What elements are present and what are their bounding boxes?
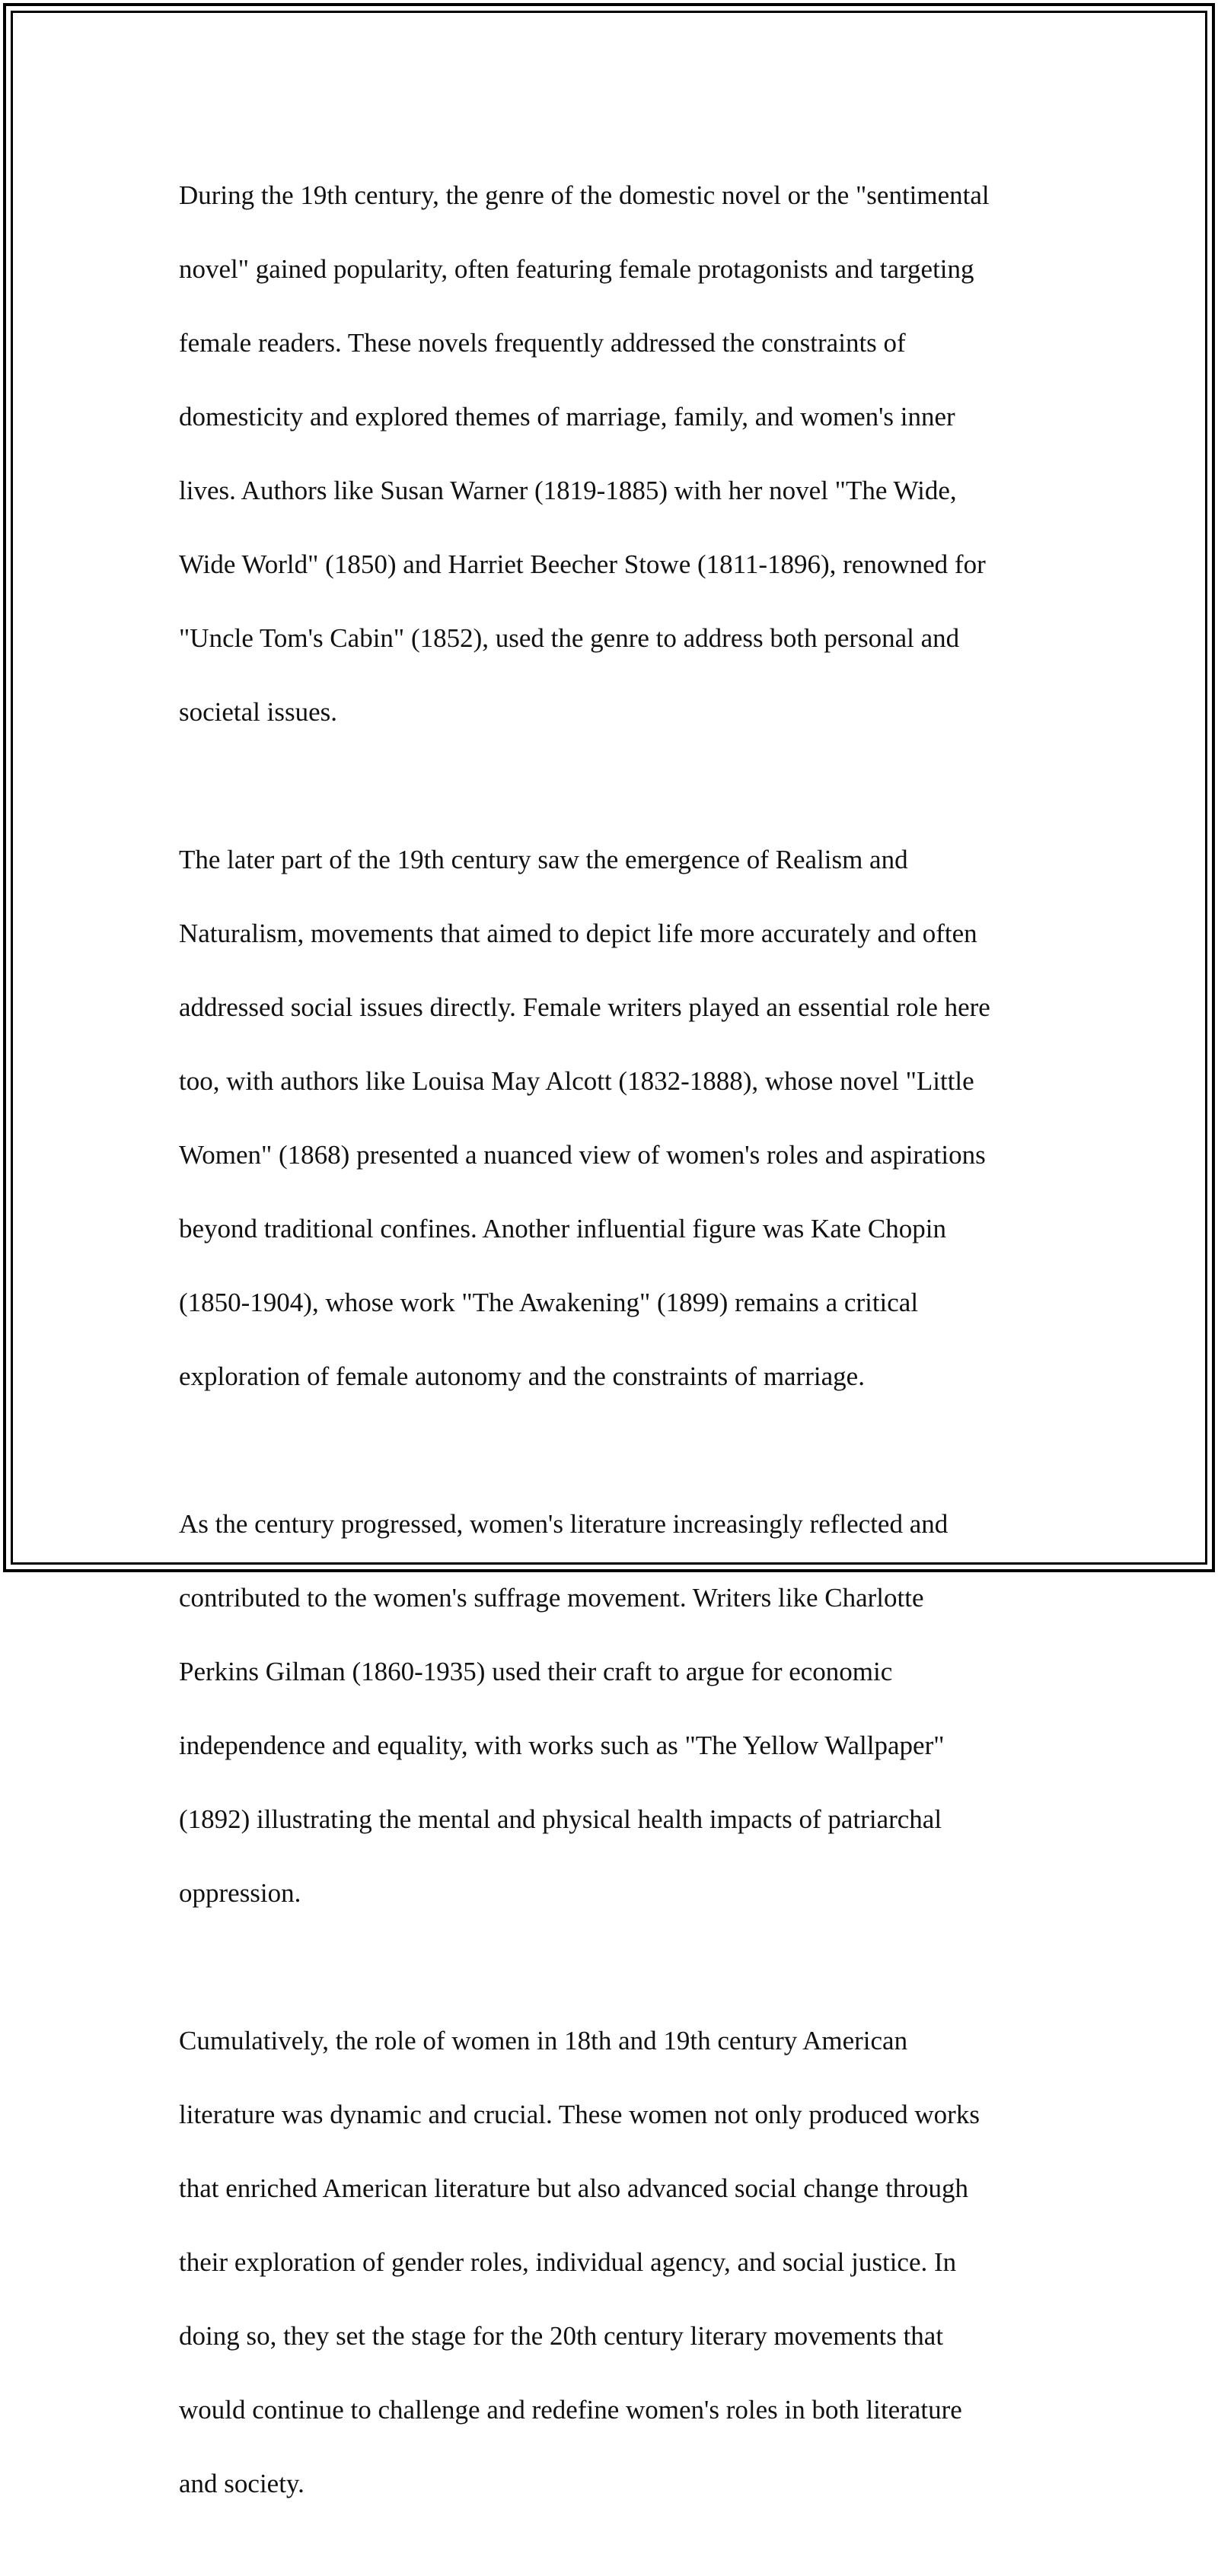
text-line: Naturalism, movements that aimed to depict life more accurately and often: [179, 918, 977, 948]
text-line: addressed social issues directly. Female writers played an essential role here: [179, 992, 990, 1022]
text-line: beyond traditional confines. Another influential figure was Kate Chopin: [179, 1213, 946, 1243]
text-line: and society.: [179, 2468, 304, 2498]
text-line: literature was dynamic and crucial. These women not only produced works: [179, 2099, 980, 2129]
text-line: Wide World" (1850) and Harriet Beecher Stowe (1811-1896), renowned for: [179, 549, 986, 579]
text-line: too, with authors like Louisa May Alcott (1832-1888), whose novel "Little: [179, 1065, 974, 1096]
text-line: As the century progressed, women's literature increasingly reflected and: [179, 1508, 949, 1539]
text-line: novel" gained popularity, often featuring female protagonists and targeting: [179, 253, 974, 284]
paragraph-4: [179, 1985, 1047, 2539]
text-line: societal issues.: [179, 696, 338, 727]
text-line: Perkins Gilman (1860-1935) used their craft to argue for economic: [179, 1656, 893, 1686]
paragraph-2: [179, 804, 1047, 1432]
text-line: female readers. These novels frequently addressed the constraints of: [179, 327, 906, 358]
text-line: During the 19th century, the genre of the domestic novel or the "sentimental: [179, 180, 990, 210]
text-line: Cumulatively, the role of women in 18th and 19th century American: [179, 2025, 908, 2055]
text-line: oppression.: [179, 1877, 301, 1908]
text-line: would continue to challenge and redefine women's roles in both literature: [179, 2394, 962, 2425]
text-line: independence and equality, with works such as "The Yellow Wallpaper": [179, 1730, 945, 1760]
document-body: [179, 140, 1047, 2576]
text-line: doing so, they set the stage for the 20th century literary movements that: [179, 2320, 944, 2351]
text-line: The later part of the 19th century saw the emergence of Realism and: [179, 844, 908, 874]
text-line: contributed to the women's suffrage movement. Writers like Charlotte: [179, 1582, 924, 1613]
text-line: lives. Authors like Susan Warner (1819-1885) with her novel "The Wide,: [179, 475, 957, 505]
text-line: (1892) illustrating the mental and physical health impacts of patriarchal: [179, 1804, 942, 1834]
text-line: domesticity and explored themes of marriage, family, and women's inner: [179, 401, 955, 431]
text-line: "Uncle Tom's Cabin" (1852), used the genre to address both personal and: [179, 623, 960, 653]
text-line: exploration of female autonomy and the constraints of marriage.: [179, 1361, 865, 1391]
text-line: that enriched American literature but also advanced social change through: [179, 2173, 968, 2203]
paragraph-1: [179, 140, 1047, 768]
text-line: Women" (1868) presented a nuanced view of women's roles and aspirations: [179, 1139, 986, 1170]
text-line: their exploration of gender roles, individual agency, and social justice. In: [179, 2246, 957, 2277]
text-line: (1850-1904), whose work "The Awakening" (1899) remains a critical: [179, 1287, 919, 1317]
paragraph-3: [179, 1469, 1047, 1949]
